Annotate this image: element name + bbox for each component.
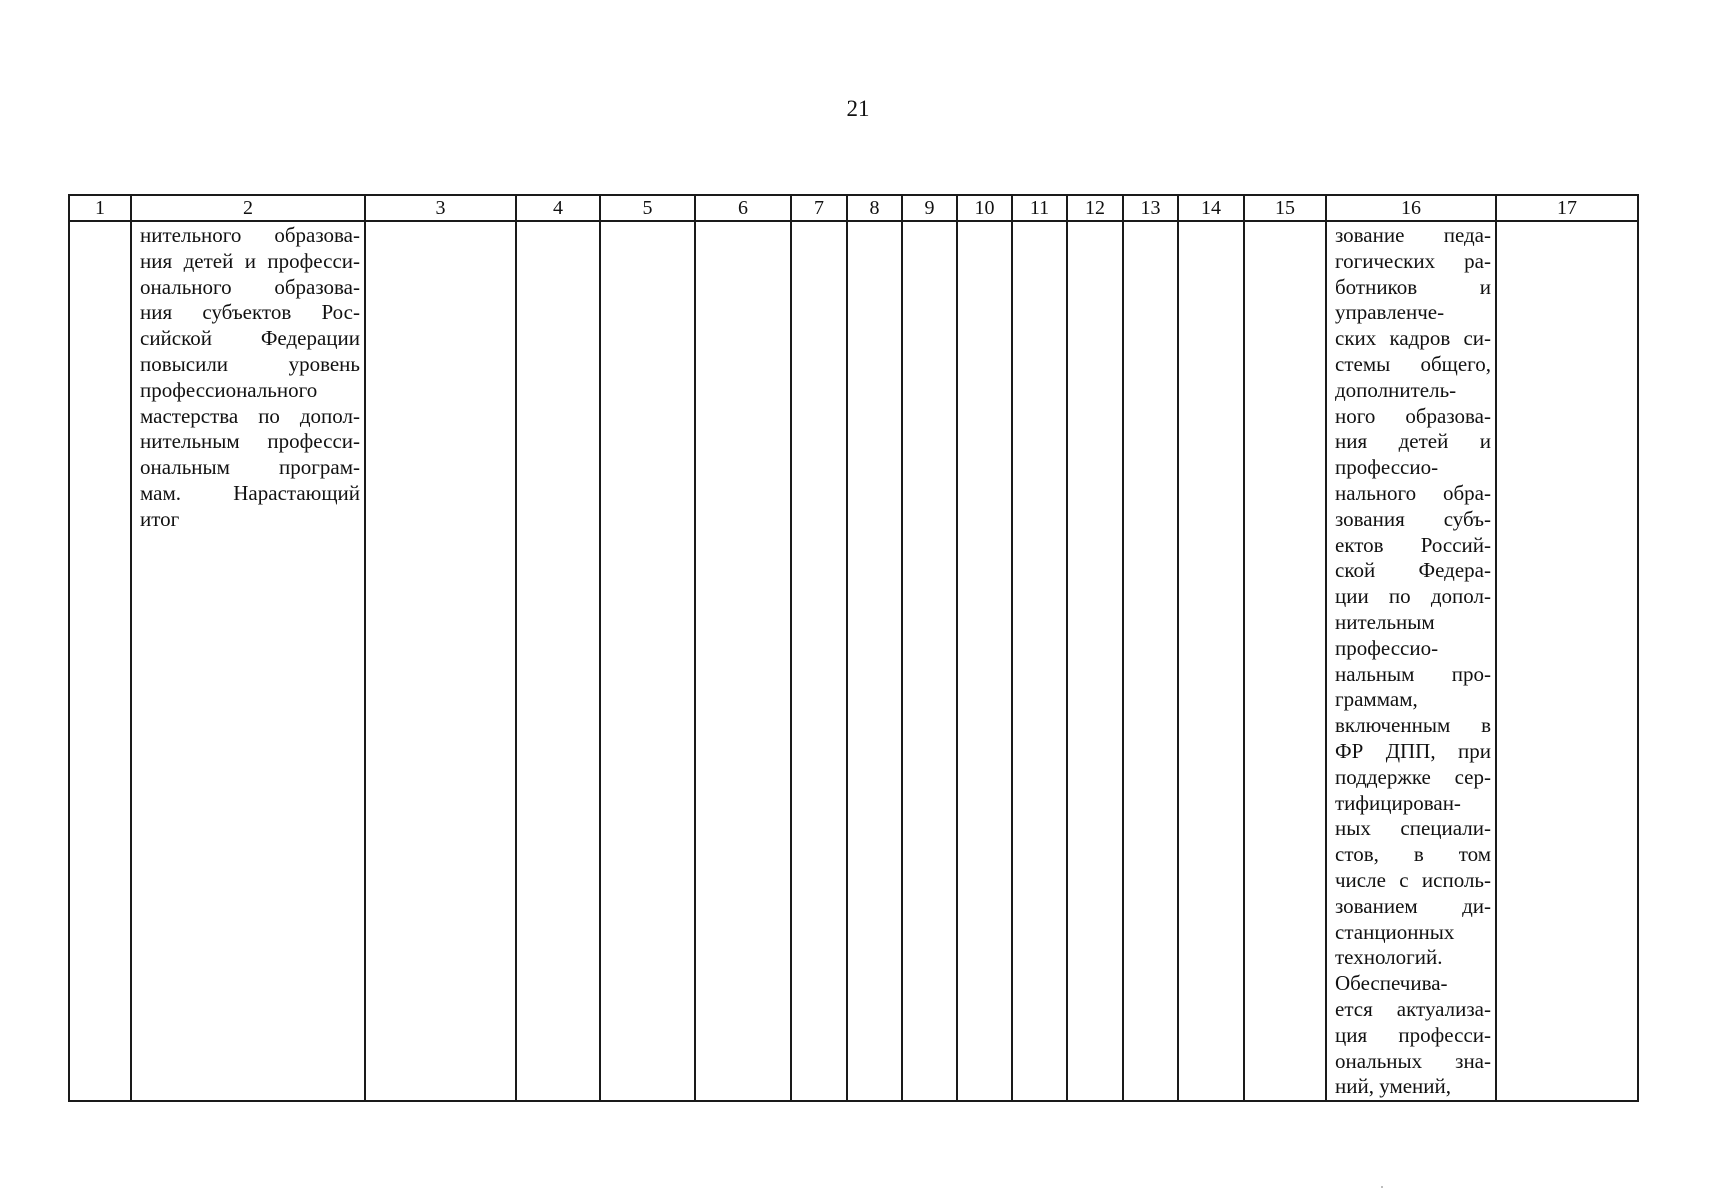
- text-line: ного образова-: [1335, 403, 1491, 428]
- text-line: профессио-: [1335, 455, 1439, 480]
- cell-col-17: [1496, 221, 1638, 1101]
- column-header-5: 5: [600, 195, 695, 221]
- page-number: 21: [846, 96, 870, 121]
- cell-col-5: [600, 221, 695, 1101]
- text-line: стов, в том: [1335, 842, 1491, 867]
- text-line: нального обра-: [1335, 480, 1491, 505]
- column-header-2: 2: [131, 195, 365, 221]
- text-line: гогических ра-: [1335, 248, 1491, 273]
- column-header-15: 15: [1244, 195, 1326, 221]
- text-line: итог: [140, 506, 180, 531]
- text-line: ектов Россий-: [1335, 532, 1491, 557]
- text-line: зования субъ-: [1335, 506, 1491, 531]
- column-header-17: 17: [1496, 195, 1638, 221]
- column-header-16: 16: [1326, 195, 1496, 221]
- cell-col-12: [1067, 221, 1123, 1101]
- cell-col-11: [1012, 221, 1067, 1101]
- text-line: ния детей и професси-: [140, 248, 360, 273]
- column-header-11: 11: [1012, 195, 1067, 221]
- cell-col-13: [1123, 221, 1178, 1101]
- cell-col-14: [1178, 221, 1244, 1101]
- cell-col-4: [516, 221, 600, 1101]
- text-line: ется актуализа-: [1335, 996, 1491, 1021]
- column-header-6: 6: [695, 195, 791, 221]
- text-line: граммам,: [1335, 687, 1418, 712]
- text-line: нительным професси-: [140, 429, 360, 454]
- text-line: ональным програм-: [140, 455, 360, 480]
- text-line: ских кадров си-: [1335, 326, 1491, 351]
- text-line: ция професси-: [1335, 1022, 1491, 1047]
- text-line: ния субъектов Рос-: [140, 300, 360, 325]
- scan-speck: [1381, 1186, 1383, 1188]
- text-line: управленче-: [1335, 300, 1445, 325]
- text-line: нальным про-: [1335, 661, 1491, 686]
- cell-col-7: [791, 221, 847, 1101]
- column-header-4: 4: [516, 195, 600, 221]
- text-line: сийской Федерации: [140, 326, 360, 351]
- text-line: зование педа-: [1335, 223, 1491, 247]
- column-header-13: 13: [1123, 195, 1178, 221]
- cell-col-2: [131, 221, 365, 1101]
- text-line: профессионального: [140, 377, 318, 402]
- text-line: технологий.: [1335, 945, 1443, 970]
- text-line: повысили уровень: [140, 351, 360, 376]
- cell-col-6: [695, 221, 791, 1101]
- column-header-3: 3: [365, 195, 516, 221]
- column-header-1: 1: [69, 195, 131, 221]
- text-line: станционных: [1335, 919, 1455, 944]
- cell-col-16: [1326, 221, 1496, 1101]
- text-line: нительного образова-: [140, 223, 360, 247]
- cell-col-1: [69, 221, 131, 1101]
- cell-col-9: [902, 221, 957, 1101]
- table-row: [69, 221, 1638, 1101]
- text-line: ния детей и: [1335, 429, 1491, 454]
- text-line: числе с исполь-: [1335, 867, 1491, 892]
- text-line: мастерства по допол-: [140, 403, 360, 428]
- cell-col-8: [847, 221, 902, 1101]
- text-line: стемы общего,: [1335, 351, 1491, 376]
- text-line: ний, умений,: [1335, 1074, 1452, 1099]
- indicator-description-text: [132, 222, 364, 533]
- text-line: ции по допол-: [1335, 584, 1491, 609]
- text-line: зованием ди-: [1335, 893, 1491, 918]
- column-header-10: 10: [957, 195, 1012, 221]
- text-line: ных специали-: [1335, 816, 1491, 841]
- text-line: профессио-: [1335, 635, 1439, 660]
- text-line: Обеспечива-: [1335, 971, 1448, 996]
- column-header-7: 7: [791, 195, 847, 221]
- document-table: [68, 194, 1639, 1102]
- text-line: поддержке сер-: [1335, 764, 1491, 789]
- cell-col-10: [957, 221, 1012, 1101]
- text-line: ской Федера-: [1335, 558, 1491, 583]
- text-line: онального образова-: [140, 274, 360, 299]
- cell-col-15: [1244, 221, 1326, 1101]
- table-header-row: [69, 195, 1638, 221]
- text-line: дополнитель-: [1335, 377, 1457, 402]
- text-line: ботников и: [1335, 274, 1491, 299]
- result-description-text: [1327, 222, 1495, 1100]
- column-header-14: 14: [1178, 195, 1244, 221]
- text-line: ональных зна-: [1335, 1048, 1491, 1073]
- column-header-9: 9: [902, 195, 957, 221]
- column-header-12: 12: [1067, 195, 1123, 221]
- column-header-8: 8: [847, 195, 902, 221]
- text-line: ФР ДПП, при: [1335, 738, 1491, 763]
- cell-col-3: [365, 221, 516, 1101]
- text-line: мам. Нарастающий: [140, 480, 360, 505]
- text-line: включенным в: [1335, 713, 1491, 738]
- text-line: нительным: [1335, 609, 1435, 634]
- text-line: тифицирован-: [1335, 790, 1461, 815]
